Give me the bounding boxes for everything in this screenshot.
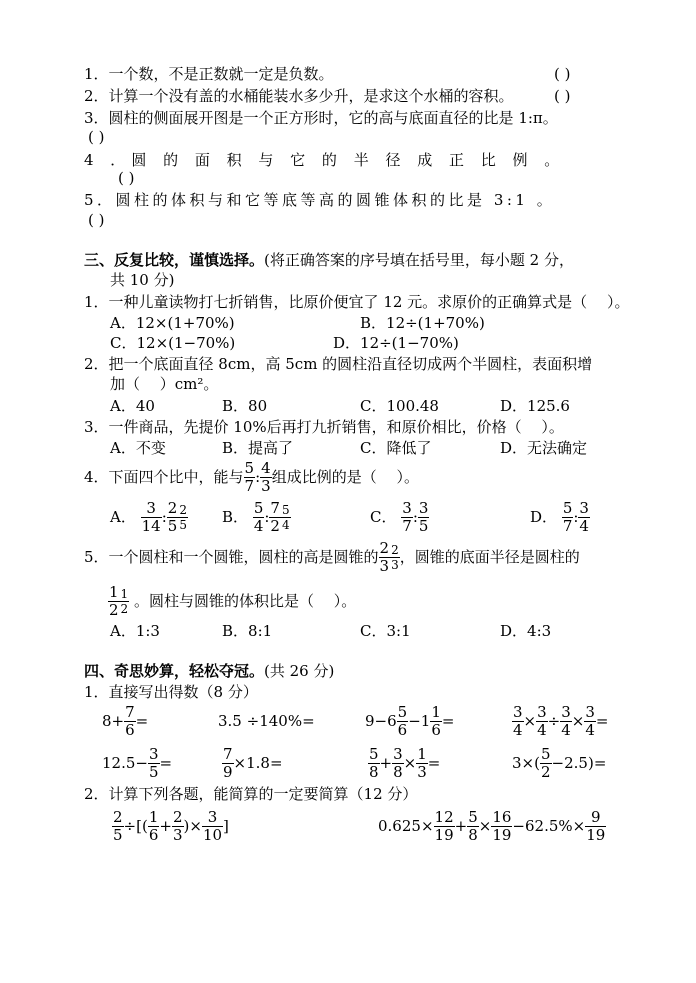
calc-1: 8 + $\frac{7}{6}$ = xyxy=(102,702,149,739)
choice-q4-stem: 4．下面四个比中，能与 5 7 : 4 3 组成比例的是（ ）。 xyxy=(84,458,419,495)
answer-paren[interactable]: ( ) xyxy=(554,65,571,83)
calc-2: 3.5 ÷140%= xyxy=(218,712,315,730)
section-4-header: 四、奇思妙算，轻松夺冠。(共 26 分) xyxy=(84,662,335,680)
answer-paren[interactable]: ( ) xyxy=(88,128,105,146)
fraction: 5 7 xyxy=(244,458,255,495)
choice-q3-stem: 3．一件商品，先提价 10%后再打九折销售，和原价相比，价格（ ）。 xyxy=(84,418,564,436)
expr-1: $\frac{2}{5}$ ÷ [( 1 6 + $\frac{2}{3}$ )× $\frac{3}{10}$ ] xyxy=(113,807,229,844)
section-3-header: 三、反复比较，谨慎选择。(将正确答案的序号填在括号里，每小题 2 分， xyxy=(84,251,574,269)
calc-6: $\frac{7}{9}$ × 1.8 = xyxy=(223,744,283,781)
judge-4: 4 ．圆 的 面 积 与 它 的 半 径 成 正 比 例 。 xyxy=(84,151,566,169)
option-d[interactable]: D．无法确定 xyxy=(500,439,588,457)
option-b[interactable]: B．8:1 xyxy=(222,622,273,640)
answer-paren[interactable]: ( ) xyxy=(88,211,105,229)
part-2-label: 2．计算下列各题，能简算的一定要简算（12 分） xyxy=(84,785,418,803)
judge-2: 2．计算一个没有盖的水桶能装水多少升，是求这个水桶的容积。 ( ) xyxy=(84,87,571,105)
option-d[interactable]: D．4:3 xyxy=(500,622,552,640)
option-b[interactable]: B．提高了 xyxy=(222,439,294,457)
judge-1: 1．一个数，不是正数就一定是负数。 ( ) xyxy=(84,65,571,83)
expr-2: 0.625 × $\frac{12}{19}$ + $\frac{5}{8}$ × $\frac{16}{19}$ − 62.5% × $\frac{9}{19}$ xyxy=(378,807,606,844)
judge-5: 5．圆柱的体积与和它等底等高的圆锥体积的比是 3:1 。 xyxy=(84,191,556,209)
option-c[interactable]: C．降低了 xyxy=(360,439,432,457)
option-d[interactable]: D．125.6 xyxy=(500,397,570,415)
option-a[interactable]: A． 3 14 : 2 5 2 5 xyxy=(110,498,187,535)
answer-paren[interactable]: ( ) xyxy=(118,169,135,187)
option-a[interactable]: A．不变 xyxy=(110,439,166,457)
calc-4: $\frac{3}{4}$ × $\frac{3}{4}$ ÷ $\frac{3}{4}$ × $\frac{3}{4}$ = xyxy=(513,702,609,739)
option-d[interactable]: D．12÷(1−70%) xyxy=(333,334,459,352)
option-b[interactable]: B．12÷(1+70%) xyxy=(360,314,485,332)
option-c[interactable]: C．12×(1−70%) xyxy=(110,334,236,352)
part-1-label: 1．直接写出得数（8 分） xyxy=(84,683,258,701)
option-b[interactable]: B．80 xyxy=(222,397,268,415)
option-a[interactable]: A．1:3 xyxy=(110,622,160,640)
calc-5: 12.5 − $\frac{3}{5}$ = xyxy=(102,744,173,781)
choice-q1-stem: 1．一种儿童读物打七折销售，比原价便宜了 12 元。求原价的正确算式是（ ）。 xyxy=(84,293,630,311)
answer-paren[interactable]: ( ) xyxy=(554,87,571,105)
choice-q2-stem: 2．把一个底面直径 8cm，高 5cm 的圆柱沿直径切成两个半圆柱，表面积增 xyxy=(84,355,593,373)
option-a[interactable]: A．40 xyxy=(110,397,155,415)
choice-q5-stem: 5．一个圆柱和一个圆锥，圆柱的高是圆锥的 2 3 2 3 ，圆锥的底面半径是圆柱的 xyxy=(84,538,580,575)
calc-3: 9 − 6 5 6 − 1 $\frac{1}{6}$ = xyxy=(365,702,455,739)
section-3-note: 共 10 分) xyxy=(110,271,175,289)
fraction: 4 3 xyxy=(261,458,271,495)
option-c[interactable]: C．3:1 xyxy=(360,622,411,640)
option-c[interactable]: C． 3 7 : 3 5 xyxy=(370,498,429,535)
choice-q5-stem-cont: 1 2 1 2 。圆柱与圆锥的体积比是（ ）。 xyxy=(109,582,357,619)
choice-q2-stem-cont: 加（ ）cm²。 xyxy=(110,375,219,393)
option-c[interactable]: C．100.48 xyxy=(360,397,439,415)
option-d[interactable]: D． 5 7 : 3 4 xyxy=(530,498,589,535)
calc-7: 5 8 + $\frac{3}{8}$ × $\frac{1}{3}$ = xyxy=(369,744,441,781)
option-b[interactable]: B． 5 4 : 7 2 5 4 xyxy=(222,498,290,535)
option-a[interactable]: A．12×(1+70%) xyxy=(110,314,235,332)
judge-3: 3．圆柱的侧面展开图是一个正方形时，它的高与底面直径的比是 1:π。 xyxy=(84,109,558,127)
calc-8: 3 × ( 5 2 − 2.5 ) = xyxy=(512,744,607,781)
